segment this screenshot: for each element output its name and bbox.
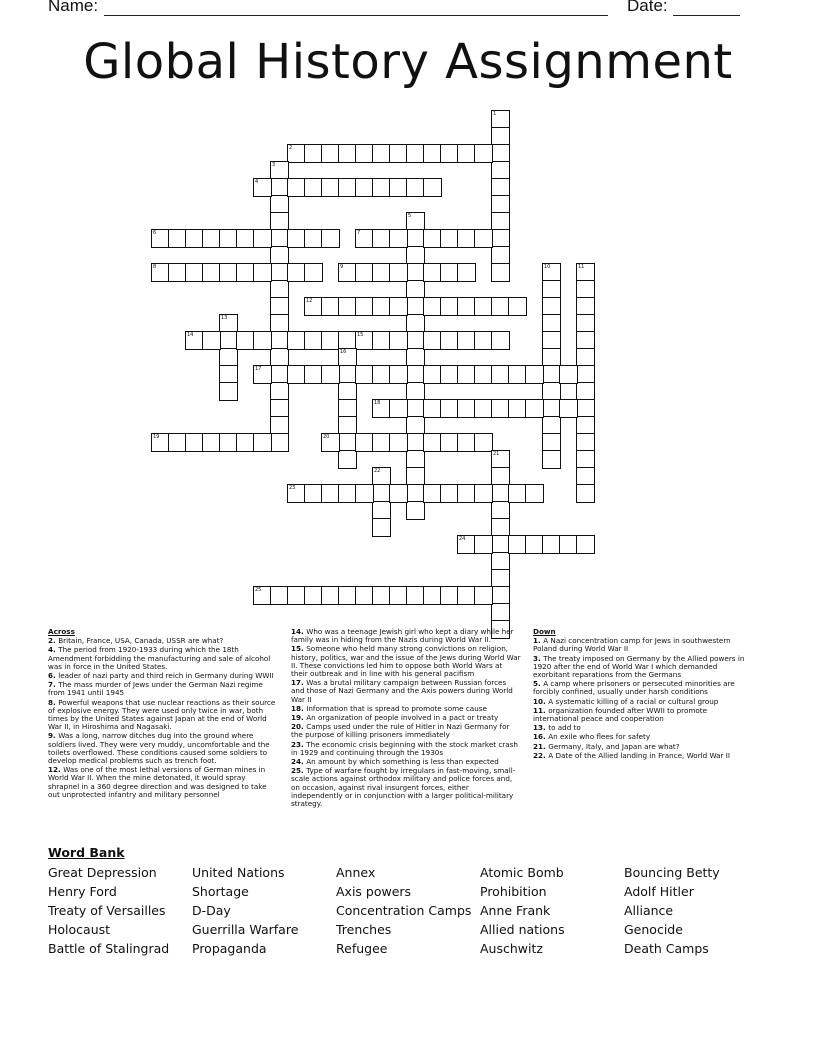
- across-clue: [48, 699, 276, 732]
- grid-cell[interactable]: [474, 535, 493, 554]
- across-clue: [291, 679, 521, 704]
- grid-cell[interactable]: [389, 229, 408, 248]
- grid-cell[interactable]: [304, 263, 323, 282]
- down-clue: [533, 724, 753, 732]
- down-clue: [533, 707, 753, 723]
- grid-cell[interactable]: [542, 450, 561, 469]
- clue-number-label: 13.: [533, 723, 549, 733]
- clue-number: 24: [459, 536, 466, 542]
- grid-cell[interactable]: [525, 399, 544, 418]
- grid-cell[interactable]: [525, 365, 544, 384]
- down-heading: Down: [533, 627, 556, 636]
- clue-text: Someone who held many strong convictions on religion, history, politics, war and the issue of the Jews during World War II. These convictions led him to oppose both World Wars at their outbreak and in line with his general pacifism: [291, 644, 521, 679]
- clue-text: A systematic killing of a racial or cultural group: [548, 696, 719, 706]
- word-bank-item: Shortage: [192, 884, 249, 899]
- clue-number: 22: [374, 468, 381, 474]
- grid-cell[interactable]: [559, 365, 578, 384]
- clue-number: 23: [289, 485, 296, 491]
- grid-cell[interactable]: [355, 484, 374, 503]
- across-clue: [291, 741, 521, 757]
- clue-number-label: 12.: [48, 765, 64, 775]
- word-bank-item: Axis powers: [336, 884, 412, 899]
- word-bank-title: Word Bank: [48, 845, 125, 860]
- clue-text: organization founded after WWII to promote international peace and cooperation: [533, 705, 708, 724]
- grid-cell[interactable]: [321, 365, 340, 384]
- word-bank-item: Genocide: [624, 922, 683, 937]
- grid-cell[interactable]: [372, 518, 391, 537]
- clue-text: The treaty imposed on Germany by the Allied powers in 1920 after the end of World War I which demanded exorbitant reparations from the Germans: [533, 653, 745, 680]
- clue-number: 18: [374, 400, 381, 406]
- grid-cell[interactable]: [406, 501, 425, 520]
- grid-cell[interactable]: [253, 229, 272, 248]
- across-clue: [291, 705, 521, 713]
- grid-cell[interactable]: [253, 178, 272, 197]
- grid-cell[interactable]: [253, 365, 272, 384]
- clue-number-label: 16.: [533, 732, 549, 742]
- clue-number: 17: [255, 366, 262, 372]
- date-label: Date:: [627, 0, 668, 15]
- clue-number: 4: [255, 179, 259, 185]
- clue-number: 7: [357, 230, 361, 236]
- down-clue: [533, 637, 753, 653]
- across-heading: Across: [48, 627, 75, 636]
- page-title: Global History Assignment: [83, 34, 733, 90]
- name-label: Name:: [48, 0, 99, 15]
- grid-cell[interactable]: [270, 433, 289, 452]
- word-bank-item: Allied nations: [480, 922, 565, 937]
- clue-number-label: 22.: [533, 750, 549, 760]
- clue-text: Was a long, narrow ditches dug into the ground where soldiers lived. They were very muddy, uncomfortable and the toilets overflowed. These conditions caused some soldiers to develop medical problems such as trench foot.: [48, 731, 270, 766]
- clue-number: 11: [578, 264, 585, 270]
- clue-number-label: 5.: [533, 679, 544, 689]
- word-bank-item: United Nations: [192, 865, 285, 880]
- clue-number: 14: [187, 332, 194, 338]
- grid-cell[interactable]: [389, 399, 408, 418]
- across-clue: [291, 714, 521, 722]
- clue-text: to add to: [548, 723, 581, 733]
- grid-cell[interactable]: [219, 382, 238, 401]
- clue-number-label: 7.: [48, 680, 59, 690]
- word-bank-item: Prohibition: [480, 884, 547, 899]
- clue-text: Was one of the most lethal versions of German mines in World War II. When the mine detonated, it would spray shrapnel in a 360 degree direction and was designed to take out unprotected infantry and military personnel: [48, 765, 267, 799]
- across-clue: [291, 628, 521, 644]
- down-clues: [533, 628, 753, 761]
- clue-number: 13: [221, 315, 228, 321]
- clue-text: The economic crisis beginning with the stock market crash in 1929 and continuing through the 1930s: [291, 739, 518, 757]
- word-bank-item: Guerrilla Warfare: [192, 922, 299, 937]
- grid-cell[interactable]: [389, 263, 408, 282]
- down-clue: [533, 655, 753, 680]
- grid-cell[interactable]: [559, 399, 578, 418]
- across-clues-col2: [291, 628, 521, 809]
- clue-number: 15: [357, 332, 364, 338]
- grid-cell[interactable]: [321, 229, 340, 248]
- clue-text: Type of warfare fought by irregulars in fast-moving, small-scale actions against orthodox military and police forces and, on occasion, against rival insurgent forces, either independently or in conjunction with a larger political-military strategy.: [291, 766, 516, 809]
- word-bank-column: [624, 863, 720, 958]
- clue-number-label: 8.: [48, 697, 59, 707]
- clue-number-label: 14.: [291, 627, 307, 636]
- grid-cell[interactable]: [202, 331, 221, 350]
- grid-cell[interactable]: [321, 433, 340, 452]
- word-bank-item: Anne Frank: [480, 903, 551, 918]
- word-bank-item: Refugee: [336, 941, 388, 956]
- grid-cell[interactable]: [474, 229, 493, 248]
- across-clue: [48, 672, 276, 680]
- clue-number: 6: [153, 230, 157, 236]
- clue-number: 9: [340, 264, 344, 270]
- clue-text: The mass murder of Jews under the German Nazi regime from 1941 until 1945: [48, 680, 263, 698]
- across-clue: [48, 681, 276, 697]
- clue-text: Information that is spread to promote some cause: [306, 703, 487, 713]
- clue-number: 10: [544, 264, 551, 270]
- grid-cell[interactable]: [389, 297, 408, 316]
- clue-number: 1: [493, 111, 497, 117]
- clue-number-label: 11.: [533, 705, 549, 715]
- word-bank-column: [480, 863, 565, 958]
- clue-number-label: 25.: [291, 766, 307, 776]
- word-bank-item: Auschwitz: [480, 941, 543, 956]
- clue-number-label: 6.: [48, 671, 59, 681]
- grid-cell[interactable]: [576, 484, 595, 503]
- grid-cell[interactable]: [253, 433, 272, 452]
- across-clue: [291, 767, 521, 808]
- clue-number-label: 19.: [291, 713, 307, 723]
- clue-number-label: 9.: [48, 731, 59, 741]
- grid-cell[interactable]: [474, 586, 493, 605]
- down-clue: [533, 752, 753, 760]
- word-bank-item: Concentration Camps: [336, 903, 472, 918]
- down-clue: [533, 680, 753, 696]
- across-clue: [291, 723, 521, 739]
- grid-cell[interactable]: [423, 178, 442, 197]
- clue-number: 5: [408, 213, 412, 219]
- clue-number: 16: [340, 349, 347, 355]
- clue-number: 2: [289, 145, 293, 151]
- clue-text: An exile who flees for safety: [548, 732, 651, 742]
- clue-text: Who was a teenage Jewish girl who kept a diary while her family was in hiding from the Nazis during World War II.: [291, 627, 514, 645]
- grid-cell[interactable]: [457, 263, 476, 282]
- clue-number: 20: [323, 434, 330, 440]
- clue-number-label: 3.: [533, 653, 544, 663]
- grid-cell[interactable]: [338, 450, 357, 469]
- clue-text: The period from 1920-1933 during which the 18th Amendment forbidding the manufacturing and sale of alcohol was in force in the United States.: [48, 645, 271, 671]
- grid-cell[interactable]: [389, 331, 408, 350]
- clue-number: 3: [272, 162, 276, 168]
- down-clue: [533, 743, 753, 751]
- across-clue: [48, 646, 276, 671]
- across-clue: [291, 758, 521, 766]
- grid-cell[interactable]: [525, 484, 544, 503]
- clue-text: A Nazi concentration camp for Jews in southwestern Poland during World War II: [533, 636, 731, 654]
- grid-cell[interactable]: [474, 144, 493, 163]
- grid-cell[interactable]: [389, 484, 408, 503]
- word-bank-item: Battle of Stalingrad: [48, 941, 170, 956]
- word-bank-item: Treaty of Versailles: [48, 903, 166, 918]
- grid-cell[interactable]: [576, 535, 595, 554]
- word-bank-item: Great Depression: [48, 865, 157, 880]
- grid-cell[interactable]: [253, 331, 272, 350]
- word-bank-item: Trenches: [336, 922, 392, 937]
- word-bank-column: [192, 863, 298, 958]
- clue-text: leader of nazi party and third reich in Germany during WWII: [58, 671, 274, 681]
- clue-number: 21: [493, 451, 500, 457]
- clue-number: 25: [255, 587, 262, 593]
- word-bank-column: [48, 863, 169, 958]
- clue-number-label: 18.: [291, 703, 307, 713]
- word-bank-item: Atomic Bomb: [480, 865, 564, 880]
- across-clue: [48, 732, 276, 765]
- clue-text: Britain, France, USA, Canada, USSR are what?: [58, 636, 224, 646]
- clue-number: 12: [306, 298, 313, 304]
- clue-number-label: 10.: [533, 696, 549, 706]
- clue-text: An amount by which something is less than expected: [306, 757, 499, 767]
- clue-number-label: 20.: [291, 722, 307, 732]
- across-clue: [48, 766, 276, 799]
- grid-cell[interactable]: [389, 433, 408, 452]
- word-bank-item: Adolf Hitler: [624, 884, 694, 899]
- across-clue: [291, 645, 521, 678]
- clue-number-label: 17.: [291, 678, 307, 688]
- clue-text: Camps used under the rule of Hitler in Nazi Germany for the purpose of killing prisoners immediately: [291, 722, 510, 740]
- clue-number-label: 4.: [48, 645, 59, 655]
- word-bank-item: Propaganda: [192, 941, 267, 956]
- clue-number: 19: [153, 434, 160, 440]
- word-bank-item: Death Camps: [624, 941, 709, 956]
- clue-number-label: 21.: [533, 741, 549, 751]
- clue-number-label: 1.: [533, 636, 544, 646]
- grid-cell[interactable]: [508, 297, 527, 316]
- down-clue: [533, 698, 753, 706]
- grid-cell[interactable]: [491, 263, 510, 282]
- clue-number-label: 2.: [48, 636, 59, 646]
- word-bank-item: Holocaust: [48, 922, 111, 937]
- clue-text: An organization of people involved in a pact or treaty: [306, 713, 499, 723]
- grid-cell[interactable]: [389, 365, 408, 384]
- clue-text: Was a brutal military campaign between Russian forces and those of Nazi Germany and the Axis powers during World War II: [291, 678, 513, 704]
- word-bank-item: Henry Ford: [48, 884, 117, 899]
- across-clue: [48, 637, 276, 645]
- down-clue: [533, 733, 753, 741]
- word-bank-column: [336, 863, 471, 958]
- word-bank-item: Alliance: [624, 903, 674, 918]
- grid-cell[interactable]: [253, 263, 272, 282]
- across-clues-col1: [48, 628, 276, 800]
- clue-text: Powerful weapons that use nuclear reactions as their source of explosive energy. They were used only twice in war, both times by the United States against Japan at the end of World War II, in Hiroshima and Nagasaki.: [48, 697, 276, 732]
- word-bank-item: D-Day: [192, 903, 231, 918]
- clue-text: Germany, Italy, and Japan are what?: [548, 741, 680, 751]
- clue-number: 8: [153, 264, 157, 270]
- clue-number-label: 23.: [291, 739, 307, 749]
- grid-cell[interactable]: [474, 484, 493, 503]
- clue-text: A Date of the Allied landing in France, World War II: [548, 750, 731, 760]
- clue-text: A camp where prisoners or persecuted minorities are forcibly confined, usually under harsh conditions: [533, 679, 735, 697]
- word-bank-item: Bouncing Betty: [624, 865, 720, 880]
- grid-cell[interactable]: [491, 331, 510, 350]
- clue-number-label: 24.: [291, 757, 307, 767]
- word-bank-item: Annex: [336, 865, 376, 880]
- clue-number-label: 15.: [291, 644, 307, 654]
